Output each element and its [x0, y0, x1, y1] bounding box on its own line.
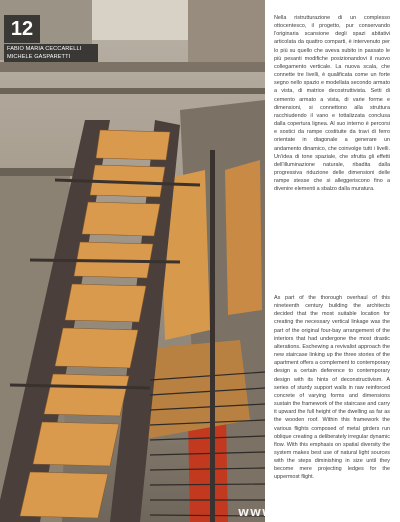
author-name: MICHELE GASPARETTI: [7, 54, 71, 60]
italian-text: Nella ristrutturazione di un complesso ottocentesco, il progetto, pur conservando l'originaria scansione degli spazi abitativi articolata da quattro comparti, è intervenuto per lo più su quello che aveva subito in passato le più pesanti modifiche posizionandovi il nuovo collegamento verticale. La nuova scala, che connette tre livelli, è qualificata come un forte segno nello spazio e modellata secondo armato a vista, di matrice decostruttivista. Setti di cemento armato a vista, di varie forme e dimensioni, si connettono alla struttura racchiudendo il vano e tottalizzata conclusa dalla copertura lignea. Al suo interno è percorsi e sostici da rampe costituite da travi di ferro orientate in diagonale a generare un andamento dinamico, che coinvolge tutti i livelli. Un'idea di tone spaziale, che sfrutta gli effetti dell'illuminazione naturale, ribadita dalla progressiva riduzione delle dimensioni delle rampe stesse che si alleggeriscono fino a divenire elementi a sbalzo dalla muratura.: [274, 15, 390, 193]
author-name: FABIO MARIA CECCARELLI: [7, 46, 82, 52]
concrete-beam: [0, 62, 265, 72]
english-text: As part of the thorough overhaul of this nineteenth century building the architects decided that the most suitable location for creating the necessary vertical linkage was the part of the original four-bay arrangement of the interiors that had undergone the most drastic alterations. Eschewing a revivalist approach the new staircase linking up the three stories of the apartment offers a complement to contemporary design a certain deference to contemporary design with its hints of deconstructivism. A series of sturdy support walls in raw reinforced concrete of varying forms and dimensions sustain the framework of the staircase and carry it upward the full height of the dwelling as far as the wooden roof. Within this framework the various flights composed of metal girders run oblique creating a deliberately irregular dynamic flow. With this emphasis on spatial diversity the system makes best use of natural light sources with the steps diminishing in size until they become mere projecting ledges for the uppermost flight.: [274, 295, 390, 481]
watermark: WWW: [238, 508, 275, 519]
steel-post: [210, 150, 215, 522]
skylight: [90, 0, 190, 40]
author-credits: [4, 44, 98, 62]
wood-panel: [225, 160, 262, 315]
page-number: 12: [4, 15, 40, 43]
concrete-beam: [0, 88, 265, 94]
